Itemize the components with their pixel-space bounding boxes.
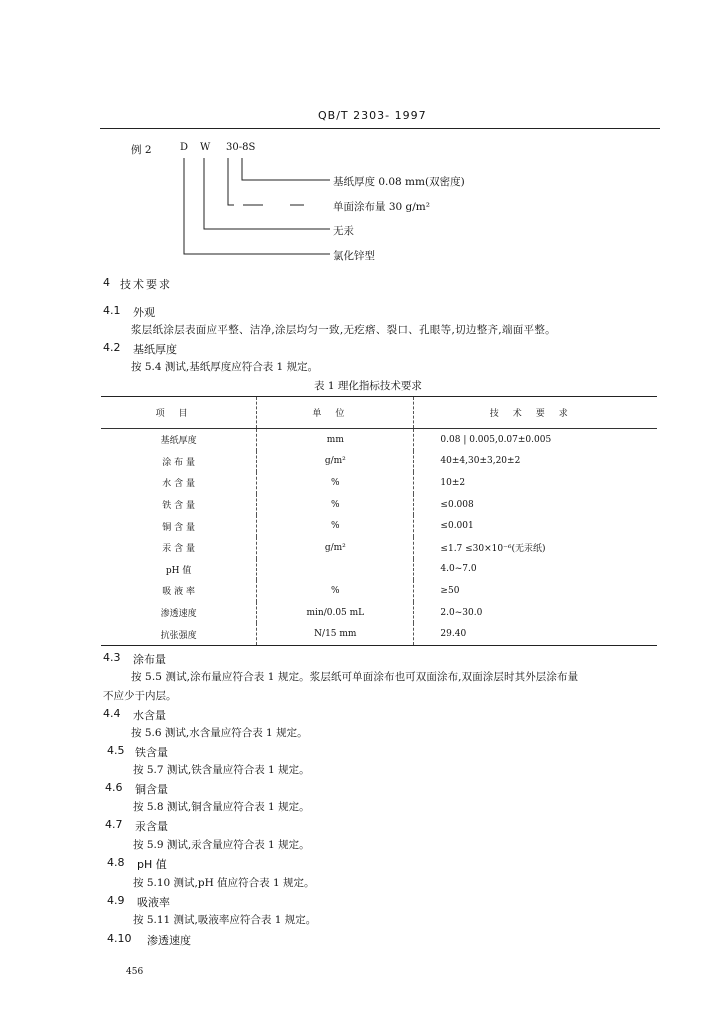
header-requirement: 技术要求 — [414, 397, 657, 429]
section-4-4-title: 水含量 — [133, 709, 166, 722]
table-row — [101, 602, 657, 624]
table-row — [101, 429, 657, 451]
table-row — [101, 580, 657, 602]
row-unit: % — [257, 494, 414, 516]
row-item: 汞 含 量 — [162, 544, 195, 555]
section-4-number: 4 — [103, 276, 110, 289]
section-4-3-number: 4.3 — [103, 651, 121, 664]
section-4-10-title: 渗透速度 — [147, 934, 191, 947]
row-unit: % — [257, 580, 414, 602]
row-requirement: ≤1.7 ≤30×10⁻⁶(无汞纸) — [414, 537, 657, 559]
page-number: 456 — [126, 967, 144, 977]
row-requirement: ≥50 — [414, 580, 657, 602]
table-row — [101, 472, 657, 494]
row-requirement: 10±2 — [414, 472, 657, 494]
section-4-7-number: 4.7 — [105, 818, 123, 831]
table-row — [101, 451, 657, 473]
section-4-1-text: 浆层纸涂层表面应平整、洁净,涂层均匀一致,无疙瘩、裂口、孔眼等,切边整齐,端面平整。 — [131, 324, 556, 336]
row-unit — [257, 559, 414, 581]
row-requirement: ≤0.008 — [414, 494, 657, 516]
section-4-9-title: 吸液率 — [137, 896, 170, 909]
row-requirement: 40±4,30±3,20±2 — [414, 451, 657, 473]
annotation-coating: 单面涂布量 30 g/m² — [333, 201, 430, 213]
row-unit: min/0.05 mL — [257, 602, 414, 624]
section-4-9-number: 4.9 — [107, 894, 125, 907]
code-part-d: D — [180, 142, 189, 153]
section-4-3-title: 涂布量 — [133, 653, 166, 666]
annotation-thickness: 基纸厚度 0.08 mm(双密度) — [333, 176, 465, 188]
table-row — [101, 623, 657, 645]
header-item: 项目 — [155, 409, 202, 419]
row-item: 渗透速度 — [160, 609, 197, 620]
section-4-4-text: 按 5.6 测试,水含量应符合表 1 规定。 — [131, 727, 308, 739]
section-4-3-text-line1: 按 5.5 测试,涂布量应符合表 1 规定。浆层纸可单面涂布也可双面涂布,双面涂层时其外层涂布量 — [131, 671, 579, 683]
row-item: pH 值 — [165, 565, 192, 576]
section-4-8-text: 按 5.10 测试,pH 值应符合表 1 规定。 — [133, 877, 315, 889]
row-item: 涂 布 量 — [162, 457, 195, 468]
section-4-1-title: 外观 — [133, 306, 155, 319]
row-requirement: 4.0~7.0 — [414, 559, 657, 581]
row-item: 水 含 量 — [162, 479, 195, 490]
section-4-3-text-line2: 不应少于内层。 — [103, 690, 177, 702]
table-row — [101, 494, 657, 516]
annotation-mercury-free: 无汞 — [333, 225, 354, 237]
section-4-6-title: 铜含量 — [135, 783, 168, 796]
table-header-row — [101, 397, 657, 429]
section-4-6-number: 4.6 — [105, 781, 123, 794]
section-4-6-text: 按 5.8 测试,铜含量应符合表 1 规定。 — [133, 801, 310, 813]
section-4-10-number: 4.10 — [107, 932, 132, 945]
spec-table — [101, 396, 657, 646]
section-4-5-title: 铁含量 — [135, 746, 168, 759]
annotation-zinc-chloride: 氯化锌型 — [333, 250, 375, 262]
row-requirement: 29.40 — [414, 623, 657, 645]
table-row — [101, 515, 657, 537]
standard-code: QB/T 2303- 1997 — [318, 109, 427, 122]
table-1-caption: 表 1 理化指标技术要求 — [314, 380, 422, 392]
section-4-5-text: 按 5.7 测试,铁含量应符合表 1 规定。 — [133, 764, 310, 776]
example-label: 例 2 — [131, 144, 152, 156]
row-item: 铁 含 量 — [162, 501, 195, 512]
section-4-2-number: 4.2 — [103, 341, 121, 354]
table-row — [101, 537, 657, 559]
row-item: 吸 液 率 — [162, 587, 195, 598]
row-unit: N/15 mm — [257, 623, 414, 645]
section-4-4-number: 4.4 — [103, 707, 121, 720]
row-requirement: 2.0~30.0 — [414, 602, 657, 624]
section-4-2-title: 基纸厚度 — [133, 343, 177, 356]
row-requirement: ≤0.001 — [414, 515, 657, 537]
code-part-w: W — [200, 142, 211, 153]
section-4-7-title: 汞含量 — [135, 820, 168, 833]
row-item: 铜 含 量 — [162, 522, 195, 533]
section-4-2-text: 按 5.4 测试,基纸厚度应符合表 1 规定。 — [131, 361, 319, 373]
section-4-1-number: 4.1 — [103, 304, 121, 317]
row-unit: % — [257, 472, 414, 494]
row-item: 抗张强度 — [160, 630, 197, 641]
row-unit: g/m² — [257, 537, 414, 559]
row-requirement: 0.08 | 0.005,0.07±0.005 — [414, 429, 657, 451]
section-4-title: 技术要求 — [120, 278, 172, 291]
header-unit: 单位 — [257, 397, 414, 429]
row-unit: % — [257, 515, 414, 537]
section-4-7-text: 按 5.9 测试,汞含量应符合表 1 规定。 — [133, 839, 310, 851]
section-4-8-number: 4.8 — [107, 856, 125, 869]
section-4-5-number: 4.5 — [107, 744, 125, 757]
table-row — [101, 559, 657, 581]
row-unit: mm — [257, 429, 414, 451]
section-4-8-title: pH 值 — [137, 858, 167, 871]
row-unit: g/m² — [257, 451, 414, 473]
section-4-9-text: 按 5.11 测试,吸液率应符合表 1 规定。 — [133, 914, 317, 926]
code-part-thickness: 30-8S — [226, 142, 256, 153]
row-item: 基纸厚度 — [160, 436, 197, 447]
